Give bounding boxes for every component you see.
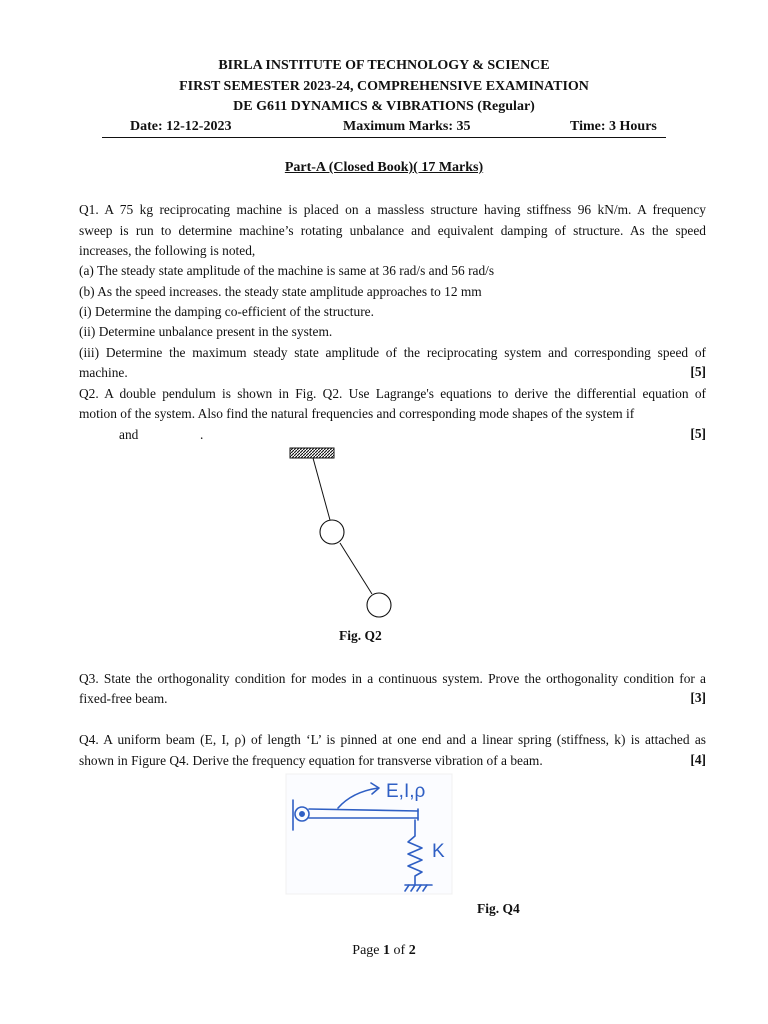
sketch-background: [286, 774, 452, 894]
course-title: DE G611 DYNAMICS & VIBRATIONS (Regular): [233, 99, 535, 114]
part-title: Part-A (Closed Book)( 17 Marks): [284, 160, 484, 175]
q1-line-1: Q1. A 75 kg reciprocating machine is placed on a massless structure having stiffness 96 kN/m. A frequency: [79, 202, 706, 217]
q1-sub-iii-end: machine.: [79, 365, 128, 380]
q4-line-1: Q4. A uniform beam (E, I, ρ) of length ‘L’ is pinned at one end and a linear spring (stiffness, k) is attached as: [79, 732, 706, 747]
institute-name: BIRLA INSTITUTE OF TECHNOLOGY & SCIENCE: [218, 58, 550, 73]
q4-line-2: shown in Figure Q4. Derive the frequency equation for transverse vibration of a beam.: [79, 753, 543, 768]
q2-line-1: Q2. A double pendulum is shown in Fig. Q2. Use Lagrange's equations to derive the differential equation of: [79, 386, 706, 401]
q1-line-2: sweep is run to determine machine’s rotating unbalance and equivalent damping of structure. As the speed: [79, 223, 706, 238]
page-number: Page 1 of 2: [352, 943, 416, 958]
q2-line-2: motion of the system. Also find the natural frequencies and corresponding mode shapes of the system if: [79, 406, 635, 421]
exam-time: Time: 3 Hours: [570, 119, 657, 134]
q1-marks: [5]: [690, 364, 706, 379]
max-marks: Maximum Marks: 35: [343, 119, 471, 134]
q2-marks: [5]: [690, 426, 706, 441]
q1-sub-iii: (iii) Determine the maximum steady state amplitude of the reciprocating system and corresponding speed of: [79, 345, 706, 360]
q1-part-b: (b) As the speed increases. the steady state amplitude approaches to 12 mm: [79, 284, 482, 299]
q1-sub-i: (i) Determine the damping co-efficient of the structure.: [79, 304, 374, 319]
sketch-k-label: K: [432, 841, 445, 862]
exam-date: Date: 12-12-2023: [130, 119, 232, 134]
q1-part-a: (a) The steady state amplitude of the machine is same at 36 rad/s and 56 rad/s: [79, 263, 495, 278]
fig-q4-caption: Fig. Q4: [477, 901, 520, 916]
sketch-props-label: E,I,ρ: [386, 781, 426, 802]
q1-line-3: increases, the following is noted,: [79, 243, 256, 258]
q2-period: .: [200, 427, 204, 442]
q4-marks: [4]: [690, 752, 706, 767]
exam-title: FIRST SEMESTER 2023-24, COMPREHENSIVE EXAMINATION: [179, 79, 589, 94]
q2-and-text: and: [119, 427, 139, 442]
q3-line-2: fixed-free beam.: [79, 691, 168, 706]
q3-marks: [3]: [690, 690, 706, 705]
q3-line-1: Q3. State the orthogonality condition for modes in a continuous system. Prove the orthogonality condition for a: [79, 671, 706, 686]
q1-sub-ii: (ii) Determine unbalance present in the system.: [79, 324, 333, 339]
fig-q2-caption: Fig. Q2: [339, 628, 382, 643]
